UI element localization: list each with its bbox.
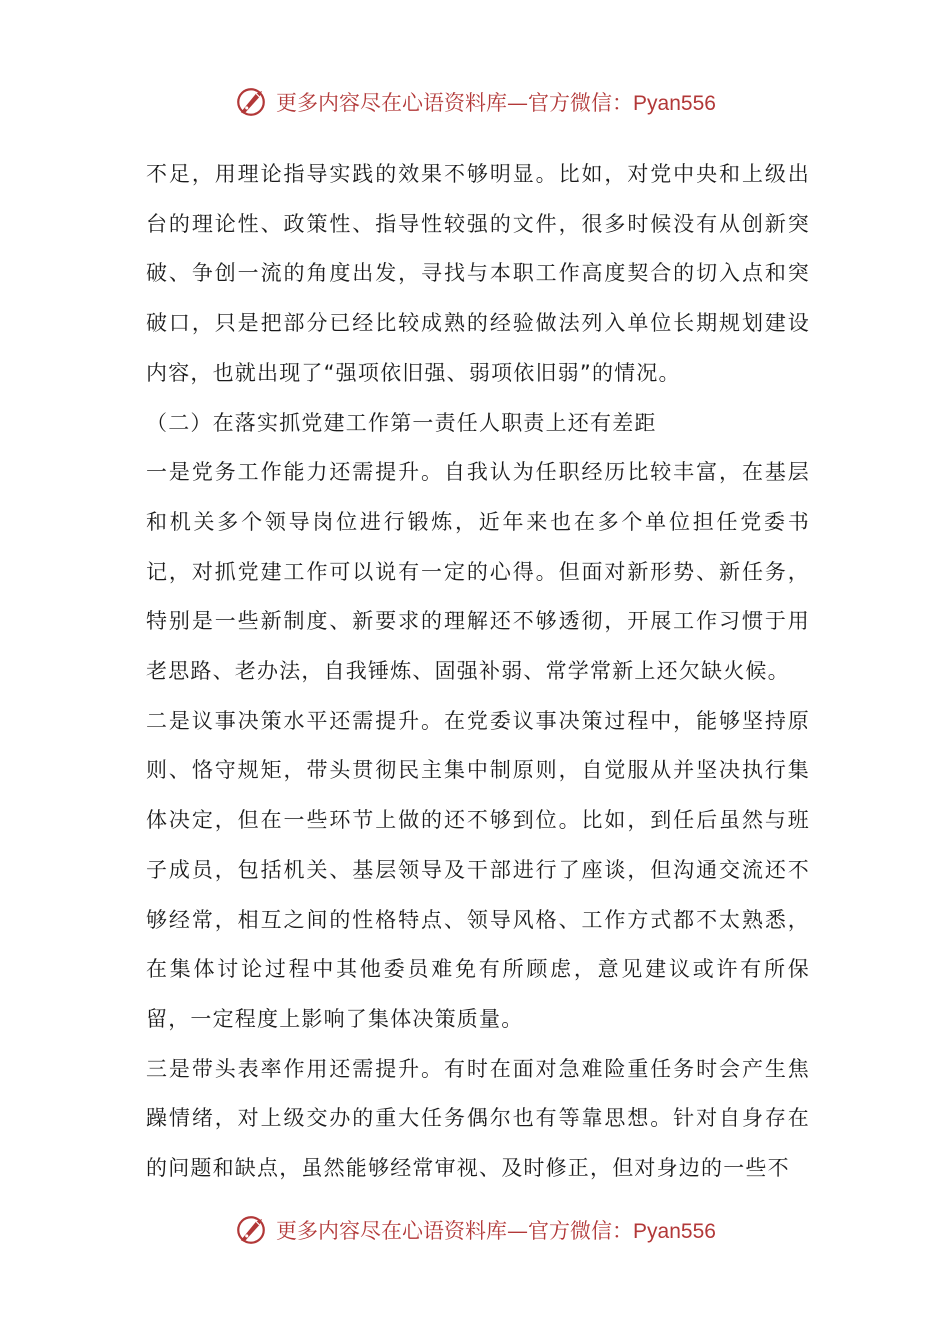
- footer-banner-slogan: 更多内容尽在心语资料库—官方微信：: [276, 1219, 634, 1243]
- header-banner: [0, 82, 950, 122]
- pen-nib-logo-icon: [234, 1213, 268, 1247]
- footer-wechat-id: Pyan556: [633, 1220, 716, 1243]
- section-heading: （二）在落实抓党建工作第一责任人职责上还有差距: [146, 410, 657, 435]
- header-banner-text: [276, 87, 716, 117]
- paragraph-point-two: 二是议事决策水平还需提升。在党委议事决策过程中，能够坚持原则、恪守规矩，带头贯彻民主集中制原则，自觉服从并坚决执行集体决定，但在一些环节上做的还不够到位。比如，到任后虽然与班子成员，包括机关、基层领导及干部进行了座谈，但沟通交流还不够经常，相互之间的性格特点、领导风格、工作方式都不太熟悉，在集体讨论过程中其他委员难免有所顾虑，意见建议或许有所保留，一定程度上影响了集体决策质量。: [146, 708, 810, 1031]
- paragraph-point-three: 三是带头表率作用还需提升。有时在面对急难险重任务时会产生焦躁情绪，对上级交办的重大任务偶尔也有等靠思想。针对自身存在的问题和缺点，虽然能够经常审视、及时修正，但对身边的一些不: [146, 1056, 810, 1181]
- header-banner-slogan: 更多内容尽在心语资料库—官方微信：: [276, 91, 634, 115]
- footer-banner: [0, 1210, 950, 1250]
- paragraph-continuation: 不足，用理论指导实践的效果不够明显。比如，对党中央和上级出台的理论性、政策性、指导性较强的文件，很多时候没有从创新突破、争创一流的角度出发，寻找与本职工作高度契合的切入点和突破口，只是把部分已经比较成熟的经验做法列入单位长期规划建设内容，也就出现了“强项依旧强、弱项依旧弱”的情况。: [146, 162, 810, 385]
- header-wechat-id: Pyan556: [633, 92, 716, 115]
- document-body: [146, 150, 810, 1194]
- paragraph-point-one: 一是党务工作能力还需提升。自我认为任职经历比较丰富，在基层和机关多个领导岗位进行锻炼，近年来也在多个单位担任党委书记，对抓党建工作可以说有一定的心得。但面对新形势、新任务，特别是一些新制度、新要求的理解还不够透彻，开展工作习惯于用老思路、老办法，自我锤炼、固强补弱、常学常新上还欠缺火候。: [146, 460, 810, 684]
- footer-banner-text: [276, 1215, 716, 1245]
- pen-nib-logo-icon: [234, 85, 268, 119]
